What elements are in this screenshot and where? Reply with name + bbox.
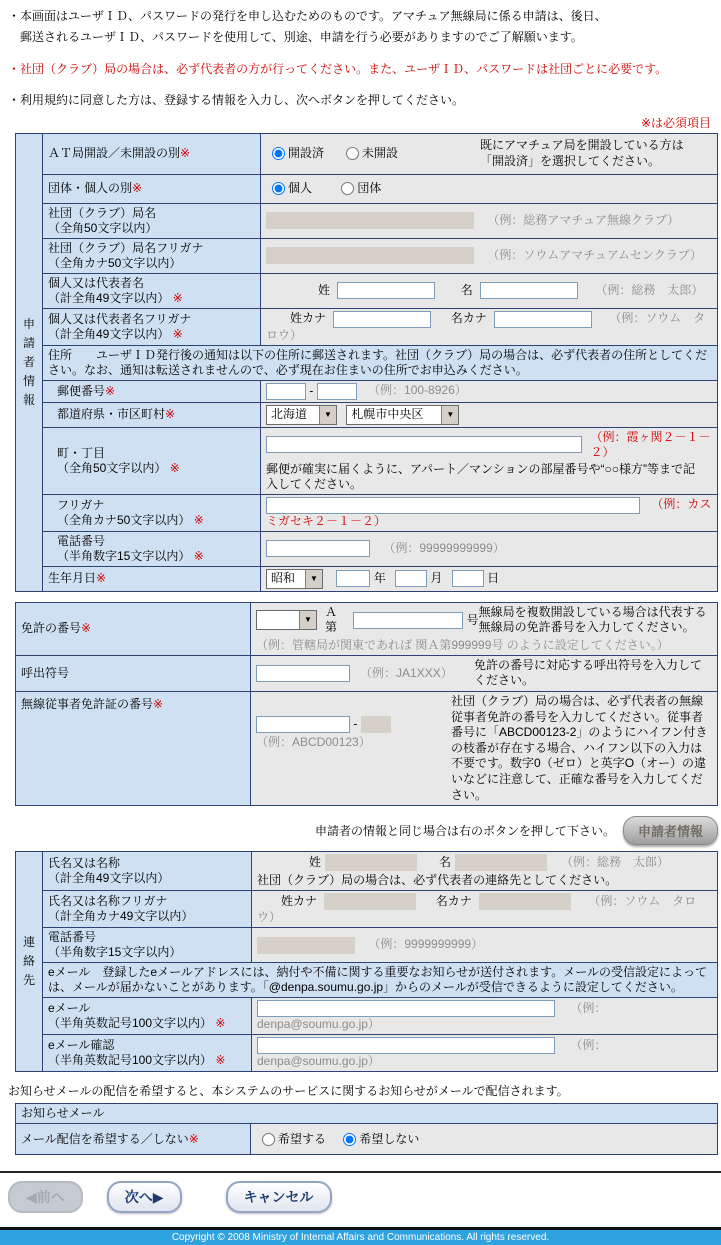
radio-individual[interactable]: 個人: [272, 181, 312, 195]
table-row: [16, 998, 718, 1035]
table-row: [16, 174, 718, 203]
town-kana-label: フリガナ （全角カナ50文字以内） ※: [43, 494, 261, 531]
postal-example: （例：100-8926）: [368, 383, 467, 398]
callsign-input[interactable]: [256, 665, 350, 682]
contact-kana-example: （例：ソウム タロウ）: [257, 893, 697, 925]
rep-kana-field: 姓カナ 名カナ （例：ソウム タロウ）: [261, 308, 718, 345]
wish-radio[interactable]: [262, 1133, 275, 1146]
table-row: [16, 852, 718, 891]
table-row: [16, 203, 718, 238]
contact-first-kana-disabled: [479, 893, 571, 910]
postal-label: 郵便番号※: [43, 380, 261, 402]
table-row: [16, 655, 718, 691]
table-row: [16, 380, 718, 402]
license-number-label: 免許の番号※: [16, 602, 251, 655]
notify-choice-label: メール配信を希望する／しない※: [16, 1124, 251, 1155]
intro-agree-note: ・利用規約に同意した方は、登録する情報を入力し、次へボタンを押してください。: [8, 93, 465, 108]
contact-kana-label: 氏名又は名称フリガナ （計全角カナ49文字以内）: [43, 891, 252, 928]
table-row: [16, 402, 718, 427]
email-example: （例：denpa@soumu.go.jp）: [257, 1000, 607, 1032]
email-confirm-field: [252, 1035, 718, 1072]
contact-first-name-disabled: [455, 854, 547, 871]
intro-club-note: ・社団（クラブ）局の場合は、必ず代表者の方が行ってください。また、ユーザＩＤ、パスワードは社団ごとに必要です。: [8, 61, 668, 76]
notify-header: お知らせメール: [16, 1104, 718, 1124]
club-kana-label: 社団（クラブ）局名フリガナ （全角カナ50文字以内）: [43, 238, 261, 273]
table-row: [16, 1104, 718, 1124]
city-select[interactable]: 札幌市中央区 ▼: [346, 405, 459, 425]
table-row: [16, 345, 718, 380]
table-row: [16, 531, 718, 566]
callsign-label: 呼出符号: [16, 655, 251, 691]
dropdown-arrow-icon[interactable]: ▼: [305, 570, 322, 588]
contact-phone-field: [252, 928, 718, 963]
contact-name-example: （例：総務 太郎）: [561, 855, 670, 870]
table-row: [16, 238, 718, 273]
license-number-example: （例：管轄局が関東であれば 関Ａ第999999号 のように設定してください。）: [256, 637, 669, 652]
table-row: [16, 133, 718, 174]
postal-code-input-1[interactable]: [266, 383, 306, 400]
table-row: [16, 308, 718, 345]
entity-type-field: [261, 174, 718, 203]
email-confirm-label: eメール確認 （半角英数記号100文字以内） ※: [43, 1035, 252, 1072]
intro-line1: ・本画面はユーザＩＤ、パスワードの発行を申し込むためのものです。アマチュア無線局に係る申請は、後日、: [8, 9, 607, 23]
rep-last-kana-input[interactable]: [333, 311, 431, 328]
prefecture-field: [261, 402, 718, 427]
club-name-field: [261, 203, 718, 238]
contact-name-label: 氏名又は名称 （計全角49文字以内）: [43, 852, 252, 891]
individual-radio[interactable]: [272, 182, 285, 195]
rep-first-name-input[interactable]: [480, 282, 578, 299]
phone-input[interactable]: [266, 540, 370, 557]
era-select[interactable]: 昭和 ▼: [266, 569, 323, 589]
radio-no-wish[interactable]: 希望しない: [343, 1132, 419, 1146]
dropdown-arrow-icon[interactable]: ▼: [441, 406, 458, 424]
table-row: [16, 566, 718, 591]
club-kana-example: （例：ソウムアマチュアムセンクラブ）: [487, 247, 702, 262]
at-station-label: ＡＴ局開設／未開設の別※: [43, 133, 261, 174]
contact-last-kana-disabled: [324, 893, 416, 910]
dropdown-arrow-icon[interactable]: ▼: [319, 406, 336, 424]
copy-applicant-button[interactable]: 申請者情報: [623, 816, 718, 845]
rep-name-example: （例：総務 太郎）: [595, 282, 704, 297]
contact-name-note: 社団（クラブ）局の場合は、必ず代表者の連絡先としてください。: [257, 873, 618, 888]
rep-name-field: 姓 名 （例：総務 太郎）: [261, 273, 718, 308]
rep-kana-example: （例：ソウム タロウ）: [266, 311, 706, 342]
town-kana-field: [261, 494, 718, 531]
notify-table: [15, 1103, 718, 1155]
birth-year-input[interactable]: [336, 570, 370, 587]
contact-sidebar: 連絡先: [16, 852, 43, 1072]
contact-phone-label: 電話番号 （半角数字15文字以内）: [43, 928, 252, 963]
footer-bar: [0, 1230, 721, 1245]
club-kana-input-disabled: [266, 247, 474, 264]
divider: [0, 1171, 721, 1173]
applicant-sidebar: 申請者情報: [16, 133, 43, 591]
rep-first-kana-input[interactable]: [494, 311, 592, 328]
table-row: [16, 963, 718, 998]
phone-field: [261, 531, 718, 566]
radio-group[interactable]: 団体: [341, 181, 381, 195]
table-row: [16, 494, 718, 531]
prev-button: ◀前へ: [8, 1181, 83, 1213]
callsign-example: （例：JA1XXX）: [360, 665, 453, 680]
phone-example: （例：99999999999）: [383, 540, 505, 555]
intro-line2: 郵送されるユーザＩＤ、パスワードを使用して、別途、申請を行う必要がありますのでご了解願います。: [8, 30, 583, 45]
email-note: eメール 登録したeメールアドレスには、納付や不備に関する重要なお知らせが送付されます。メールの受信設定によっては、メールが届かないことがあります。「@denpa.soumu.go.jp」からのメールが受信できるように設定してください。: [43, 963, 718, 998]
license-number-note: 無線局を複数開設している場合は代表する 無線局の免許番号を入力してください。: [478, 604, 707, 635]
table-row: [16, 602, 718, 655]
rep-kana-label: 個人又は代表者名フリガナ （計全角49文字以内） ※: [43, 308, 261, 345]
dropdown-arrow-icon[interactable]: ▼: [299, 611, 316, 629]
operator-branch-disabled: [361, 716, 391, 733]
license-region-select[interactable]: [256, 610, 317, 630]
email-confirm-input[interactable]: [257, 1037, 555, 1054]
at-station-field: [261, 133, 718, 174]
license-number-input[interactable]: [353, 612, 463, 629]
prefecture-select[interactable]: 北海道 ▼: [266, 405, 337, 425]
town-example: （例：霞ヶ関２－１－２）: [590, 429, 711, 459]
next-button[interactable]: 次へ▶: [107, 1181, 182, 1213]
table-row: [16, 1035, 718, 1072]
birth-day-input[interactable]: [452, 570, 484, 587]
table-row: [16, 891, 718, 928]
license-number-field: ▼ Ａ第 号 無線局を複数開設している場合は代表する 無線局の免許番号を入力してください。 （例：管轄局が関東であれば 関Ａ第999999号 のように設定してください。）: [251, 602, 718, 655]
group-radio[interactable]: [341, 182, 354, 195]
license-table: [15, 602, 718, 807]
town-field: [261, 427, 718, 494]
phone-label: 電話番号 （半角数字15文字以内） ※: [43, 531, 261, 566]
email-field: [252, 998, 718, 1035]
table-row: [16, 1124, 718, 1155]
cancel-button[interactable]: キャンセル: [226, 1181, 332, 1213]
applicant-info-table: [15, 133, 718, 592]
copy-applicant-row: [15, 816, 718, 845]
table-row: [16, 928, 718, 963]
required-mark: ※: [180, 146, 191, 161]
town-kana-example: （例：カスミガセキ２－１－２）: [266, 497, 712, 528]
email-input[interactable]: [257, 1000, 555, 1017]
club-kana-field: [261, 238, 718, 273]
rep-name-label: 個人又は代表者名 （計全角49文字以内） ※: [43, 273, 261, 308]
notify-choice-field: [251, 1124, 718, 1155]
at-station-note: 既にアマチュア局を開設している方は 「開設済」を選択してください。: [480, 137, 684, 168]
club-name-example: （例：総務アマチュア無線クラブ）: [487, 212, 680, 227]
contact-phone-example: （例：9999999999）: [368, 937, 484, 952]
birth-field: 昭和 ▼ 年 月 日: [261, 566, 718, 591]
not-opened-radio[interactable]: [346, 147, 359, 160]
postal-field: - （例：100-8926）: [261, 380, 718, 402]
required-legend: ※は必須項目: [640, 115, 711, 130]
notify-intro: お知らせメールの配信を希望すると、本システムのサービスに関するお知らせがメールで配信されます。: [8, 1084, 569, 1099]
town-label: 町・丁目 （全角50文字以内） ※: [43, 427, 261, 494]
address-note: 住所 ユーザＩＤ発行後の通知は以下の住所に郵送されます。社団（クラブ）局の場合は、必ず代表者の住所としてください。なお、通知は転送されませんので、必ず現在お住まいの住所でお申込みください。: [43, 345, 718, 380]
contact-name-field: 姓 名 （例：総務 太郎） 社団（クラブ）局の場合は、必ず代表者の連絡先としてください。: [252, 852, 718, 891]
club-name-label: 社団（クラブ）局名 （全角50文字以内）: [43, 203, 261, 238]
contact-phone-disabled: [257, 937, 355, 954]
contact-kana-field: 姓カナ 名カナ （例：ソウム タロウ）: [252, 891, 718, 928]
town-kana-input[interactable]: [266, 497, 640, 514]
table-row: [16, 427, 718, 494]
table-row: [16, 273, 718, 308]
copy-applicant-text: 申請者の情報と同じ場合は右のボタンを押して下さい。: [314, 824, 615, 839]
no-wish-radio[interactable]: [343, 1133, 356, 1146]
town-input[interactable]: [266, 436, 582, 453]
email-confirm-example: （例：denpa@soumu.go.jp）: [257, 1037, 607, 1069]
operator-license-label: 無線従事者免許証の番号※: [16, 691, 251, 805]
contact-table: [15, 851, 718, 1072]
club-name-input-disabled: [266, 212, 474, 229]
table-row: [16, 691, 718, 805]
intro-notes: [8, 8, 715, 110]
operator-license-input[interactable]: [256, 716, 350, 733]
radio-wish[interactable]: 希望する: [262, 1132, 326, 1146]
birth-label: 生年月日※: [43, 566, 261, 591]
callsign-field: [251, 655, 718, 691]
radio-opened[interactable]: 開設済: [272, 146, 324, 161]
entity-type-label: 団体・個人の別※: [43, 174, 261, 203]
operator-license-note: 社団（クラブ）局の場合は、必ず代表者の無線従事者免許の番号を入力してください。従事者番号に「ABCD00123-2」のようにハイフン付きの枝番が存在する場合、ハイフン以下の入力は不要です。数字0（ゼロ）と英字O（オー）の違いなどに注意して、正確な番号を入力してください。: [451, 693, 708, 802]
opened-radio[interactable]: [272, 147, 285, 160]
copyright-text: Copyright © 2008 Ministry of Internal Affairs and Communications. All rights reserved.: [171, 1232, 550, 1244]
contact-last-name-disabled: [325, 854, 417, 871]
operator-license-example: （例：ABCD00123）: [256, 734, 371, 749]
birth-month-input[interactable]: [395, 570, 427, 587]
radio-not-opened[interactable]: 未開設: [346, 146, 398, 161]
rep-last-name-input[interactable]: [337, 282, 435, 299]
callsign-note: 免許の番号に対応する呼出符号を入力して ください。: [474, 657, 703, 688]
email-label: eメール （半角英数記号100文字以内） ※: [43, 998, 252, 1035]
operator-license-field: - （例：ABCD00123） 社団（クラブ）局の場合は、必ず代表者の無線従事者免許の番号を入力してください。従事者番号に「ABCD00123-2」のようにハイフン付きの枝番が存在する場合、ハイフン以下の入力は不要です。数字0（ゼロ）と英字O（オー）の違いなどに注意して、正確な番号を入力してください。: [251, 691, 718, 805]
postal-code-input-2[interactable]: [317, 383, 357, 400]
town-note: 郵便が確実に届くように、アパート／マンションの部屋番号や“○○様方”等まで記入してください。: [266, 461, 695, 491]
prefecture-label: 都道府県・市区町村※: [43, 402, 261, 427]
button-bar: [8, 1181, 721, 1213]
